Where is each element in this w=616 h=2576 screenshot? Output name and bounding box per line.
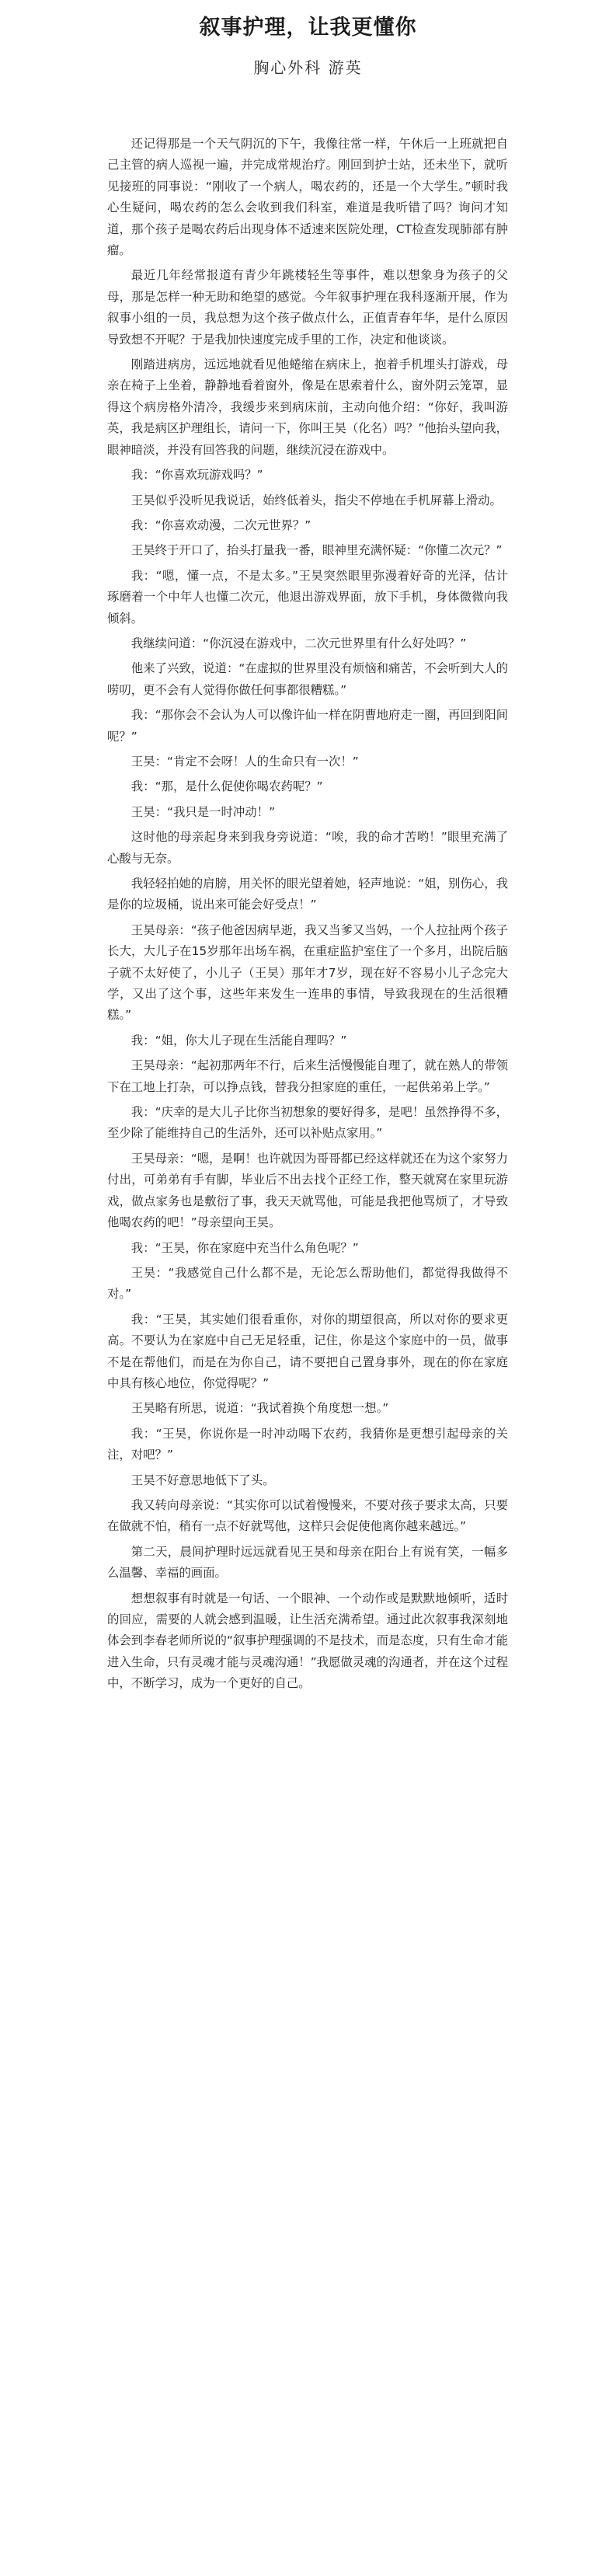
article-paragraph: 我：“王昊，你在家庭中充当什么角色呢？” (131, 1240, 359, 1255)
article-paragraph: 我：“庆幸的是大儿子比你当初想象的要好得多，是吧！虽然挣得不多，至少除了能维持自己的生活外，还可以补贴点家用。” (107, 1105, 508, 1141)
article-paragraph: 我：“那你会不会认为人可以像许仙一样在阴曹地府走一圈，再回到阳间呢？” (107, 708, 508, 744)
article-paragraph: 我：“你喜欢动漫，二次元世界？” (131, 518, 311, 532)
article-paragraph: 这时他的母亲起身来到我身旁说道：“唉，我的命才苦哟！”眼里充满了心酸与无奈。 (107, 830, 508, 866)
article-paragraph: 王昊：“我只是一时冲动！” (131, 804, 276, 819)
article-paragraph: 王昊母亲：“起初那两年不行，后来生活慢慢能自理了，就在熟人的带领下在工地上打杂，可以挣点钱，替我分担家庭的重任，一起供弟弟上学。” (107, 1058, 508, 1094)
article-paragraph: 王昊似乎没听见我说话，始终低着头，指尖不停地在手机屏幕上滑动。 (131, 493, 502, 507)
article-paragraph: 王昊：“肯定不会呀！人的生命只有一次！” (131, 754, 359, 769)
article-paragraph: 我轻轻拍她的肩膀，用关怀的眼光望着她，轻声地说：“姐，别伤心，我是你的垃圾桶，说出来可能会好受点！” (107, 877, 508, 912)
article-paragraph: 想想叙事有时就是一句话、一个眼神、一个动作或是默默地倾听，适时的回应，需要的人就会感到温暖，让生活充满希望。通过此次叙事我深刻地体会到李春老师所说的“叙事护理强调的不是技术，而是态度，只有生命才能进入生命，只有灵魂才能与灵魂沟通！”我愿做灵魂的沟通者，并在这个过程中，不断学习，成为一个更好的自己。 (107, 1591, 508, 1691)
article-paragraph: 还记得那是一个天气阴沉的下午，我像往常一样，午休后一上班就把自己主管的病人巡视一遍，并完成常规治疗。刚回到护士站，还未坐下，就听见接班的同事说：“刚收了一个病人，喝农药的，还是一个大学生。”顿时我心生疑问，喝农药的怎么会收到我们科室，难道是我听错了吗？询问才知道，那个孩子是喝农药后出现身体不适速来医院处理，CT检查发现肺部有肿瘤。 (107, 137, 508, 258)
article-paragraph: 王昊略有所思，说道：“我试着换个角度想一想。” (131, 1401, 389, 1416)
article-paragraph: 王昊不好意思地低下了头。 (131, 1473, 275, 1487)
article-paragraph: 王昊母亲：“嗯，是啊！也许就因为哥哥都已经这样就还在为这个家努力付出，可弟弟有手有脚，毕业后不出去找个正经工作，整天就窝在家里玩游戏，做点家务也是敷衍了事，我天天就骂他，可能是我把他骂烦了，才导致他喝农药的吧！”母亲望向王昊。 (107, 1151, 508, 1230)
article-author: 胸心外科 游英 (253, 58, 363, 77)
article-paragraph: 王昊母亲：“孩子他爸因病早逝，我又当爹又当妈，一个人拉扯两个孩子长大，大儿子在15岁那年出场车祸，在重症监护室住了一个多月，出院后脑子就不太好使了，小儿子（王昊）那年才7岁，现在好不容易小儿子念完大学，又出了这个事，这些年来发生一连串的事情，导致我现在的生活很糟糕。” (107, 922, 508, 1023)
article-paragraph: 我：“王昊，你说你是一时冲动喝下农药，我猜你是更想引起母亲的关注，对吧？” (107, 1426, 508, 1462)
article-paragraph: 王昊终于开口了，抬头打量我一番，眼神里充满怀疑：“你懂二次元？” (131, 543, 503, 558)
article-paragraph: 第二天，晨间护理时远远就看见王昊和母亲在阳台上有说有笑，一幅多么温馨、幸福的画面。 (107, 1544, 508, 1581)
article-paragraph: 我：“王昊，其实她们很看重你，对你的期望很高，所以对你的要求更高。不要认为在家庭中自己无足轻重，记住，你是这个家庭中的一员，做事不是在帮他们，而是在为你自己，请不要把自己置身事外，现在的你在家庭中具有核心地位，你觉得呢？” (107, 1312, 508, 1390)
article-paragraph: 我继续问道：“你沉浸在游戏中，二次元世界里有什么好处吗？” (131, 636, 467, 650)
article-paragraph: 我：“姐，你大儿子现在生活能自理吗？” (131, 1033, 347, 1047)
article-paragraph: 刚踏进病房，远远地就看见他蜷缩在病床上，抱着手机埋头打游戏，母亲在椅子上坐着，静静地看着窗外，像是在思索着什么，窗外阴云笼罩，显得这个病房格外清冷，我缓步来到病床前，主动向他介绍：“你好，我叫游英，我是病区护理组长，请问一下，你叫王昊（化名）吗？”他抬头望向我，眼神暗淡，并没有回答我的问题，继续沉浸在游戏中。 (107, 357, 508, 457)
article-title: 叙事护理，让我更懂你 (199, 16, 417, 40)
article-paragraph: 我：“你喜欢玩游戏吗？” (131, 468, 263, 483)
article-paragraph: 王昊：“我感觉自己什么都不是，无论怎么帮助他们，都觉得我做得不对。” (107, 1265, 508, 1302)
article-paragraph: 最近几年经常报道有青少年跳楼轻生等事件，难以想象身为孩子的父母，那是怎样一种无助和绝望的感觉。今年叙事护理在我科逐渐开展，作为叙事小组的一员，我总想为这个孩子做点什么，正值青春年华，是什么原因导致想不开呢？于是我加快速度完成手里的工作，决定和他谈谈。 (107, 268, 508, 347)
article-body (107, 134, 508, 1699)
article-paragraph: 我：“那，是什么促使你喝农药呢？” (131, 779, 323, 794)
article-paragraph: 我又转向母亲说：“其实你可以试着慢慢来，不要对孩子要求太高，只要在做就不怕，稍有一点不好就骂他，这样只会促使他离你越来越远。” (107, 1497, 508, 1534)
article-paragraph: 我：“嗯，懂一点，不是太多。”王昊突然眼里弥漫着好奇的光泽，估计琢磨着一个中年人也懂二次元，他退出游戏界面，放下手机，身体微微向我倾斜。 (107, 568, 508, 626)
article-paragraph: 他来了兴致，说道：“在虚拟的世界里没有烦恼和痛苦，不会听到大人的唠叨，更不会有人觉得你做任何事都很糟糕。” (107, 661, 508, 697)
